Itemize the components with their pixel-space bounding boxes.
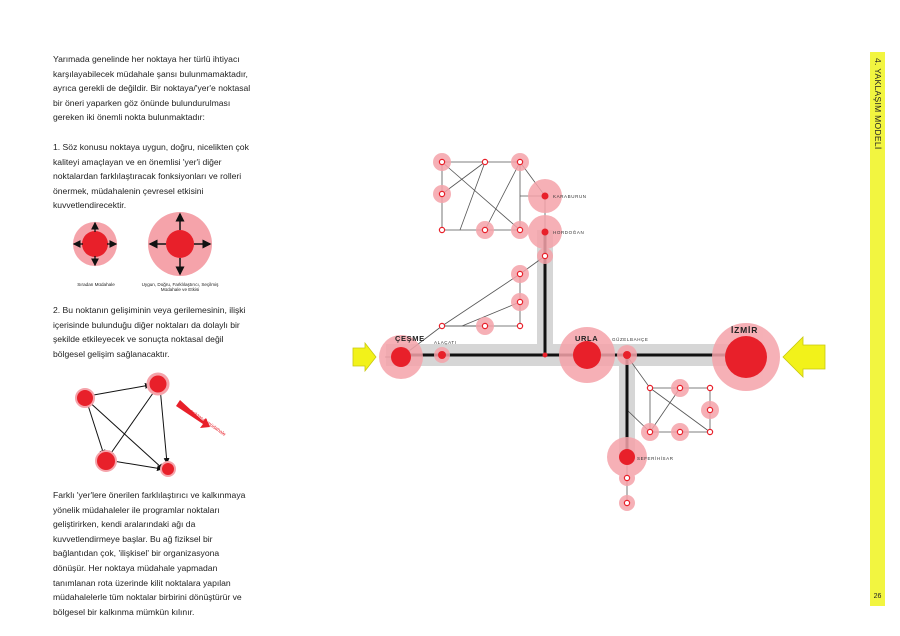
network-diagram <box>76 374 227 476</box>
point-two-paragraph: 2. Bu noktanın gelişiminin veya gerilemesinin, ilişki içerisinde bulunduğu diğer noktaları da dolaylı bir şekilde etkileyecek ve sonuçta noktasal değil bölgesel gelişim sağlanacaktır. <box>53 305 246 359</box>
network-node <box>76 389 94 407</box>
network-key-node <box>148 374 168 394</box>
network-node <box>96 451 116 471</box>
ordinary-node <box>82 231 108 257</box>
qualified-intervention-diagram <box>148 212 212 276</box>
key-intervention-label: noktasal müdahale <box>188 408 227 438</box>
intro-paragraph: Yarımada genelinde her noktaya her türlü ihtiyacı karşılayabilecek müdahale şansı bulunmamaktadır, ayrıca gerekli de değildir. Bir noktaya/'yer'e noktasal bir öneri yaparken göz önünde bulundurulması gereken iki önemli nokta bulunmaktadır: <box>53 54 251 123</box>
label-seferihisar: SEFERİHİSAR <box>637 456 674 461</box>
regional-network-map <box>353 153 825 511</box>
network-node <box>161 462 175 476</box>
ordinary-intervention-caption: Sıradan Müdahale <box>77 282 115 287</box>
qualified-intervention-caption: Uygun, Doğru, Farklılaştırıcı, Seçilmiş Müdahale ve Etkisi <box>141 282 219 293</box>
label-izmir: İZMİR <box>731 325 759 335</box>
chapter-sidebar <box>870 52 885 606</box>
west-entry-arrow-icon <box>353 343 376 371</box>
label-urla: URLA <box>575 334 599 343</box>
point-one-paragraph: 1. Söz konusu noktaya uygun, doğru, nicelikten çok kaliteyi amaçlayan ve en önemlisi 'yer'i diğer noktalardan farklılaştıracak fonksiyonları ve rolleri önermek, müdahalenin çevresel etkisini kuvvetlendirecektir. <box>53 142 249 211</box>
qualified-node <box>166 230 194 258</box>
ordinary-intervention-diagram <box>73 222 117 266</box>
label-alacati: ALAÇATI <box>434 340 457 345</box>
label-hordogan: HORDOĞAN <box>553 230 585 235</box>
chapter-title: 4. YAKLAŞIM MODELİ <box>873 58 883 150</box>
label-cesme: ÇEŞME <box>395 334 425 343</box>
page-number: 26 <box>873 593 882 600</box>
conclusion-paragraph: Farklı 'yer'lere önerilen farklılaştırıcı ve kalkınmaya yönelik müdahaleler ile programlar noktaları geliştirirken, kendi aralarındaki ağı da kuvvetlendirmeye başlar. Bu ağ fiziksel bir bağlantıdan çok, 'ilişkisel' bir organizasyona dönüşür. Her noktaya müdahale yapmadan tanımlanan rota üzerinde kilit noktalara yapılan müdahalelerle tüm noktalar birbirini dönüştürür ve bölgesel bir kalkınma mümkün kılınır. <box>53 490 246 617</box>
east-entry-arrow-icon <box>783 337 825 377</box>
label-guzelbahce: GÜZELBAHÇE <box>612 337 649 342</box>
label-karaburun: KARABURUN <box>553 194 587 199</box>
